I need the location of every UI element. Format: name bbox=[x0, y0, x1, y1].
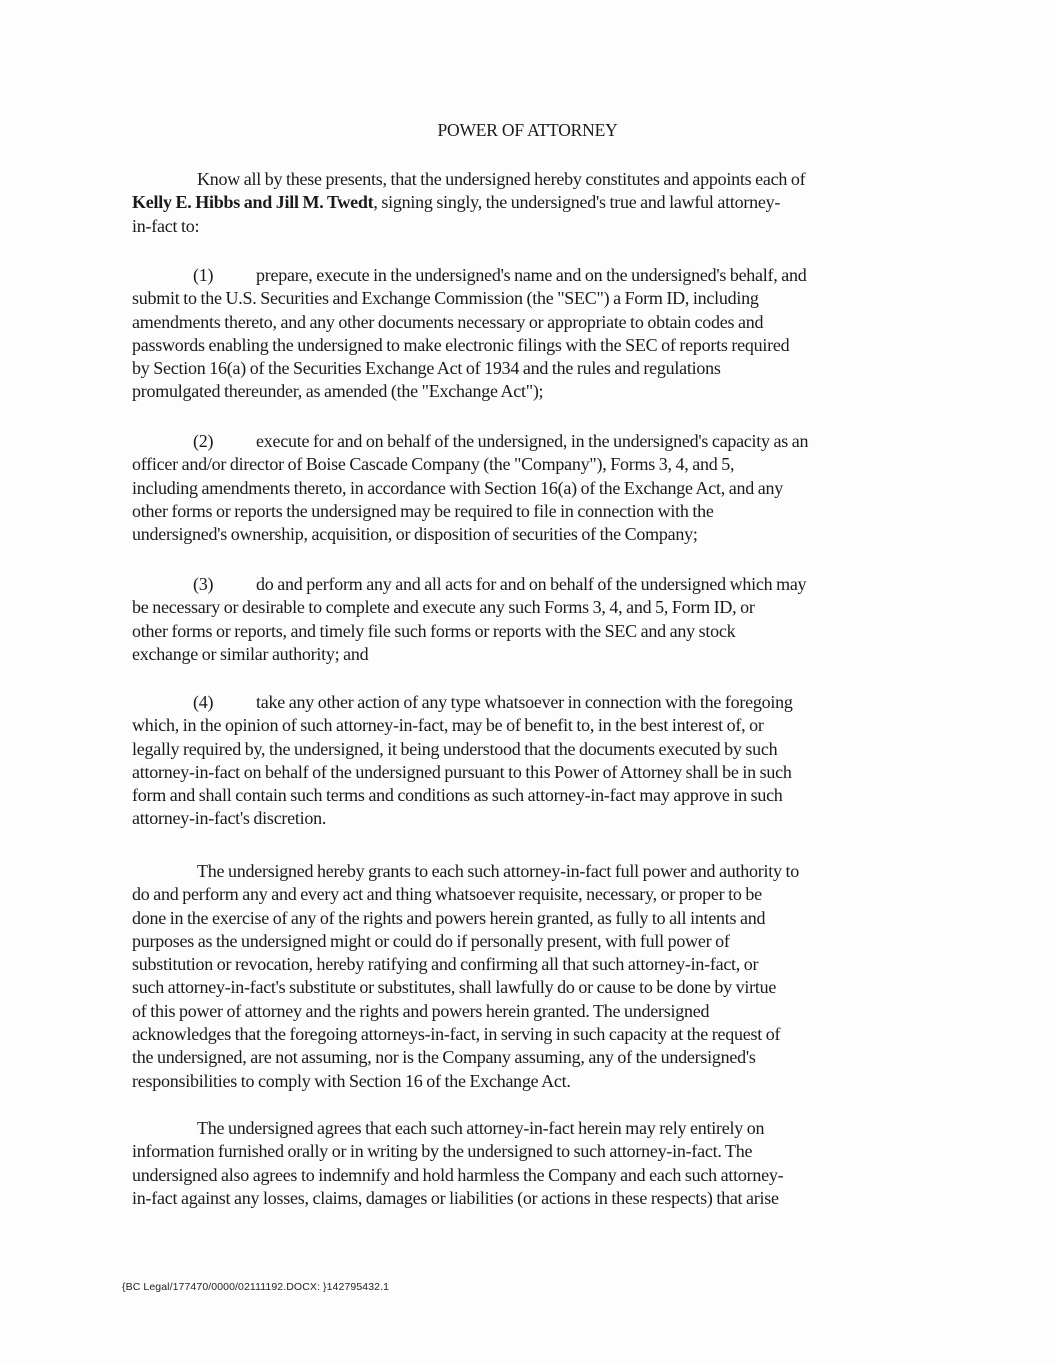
item-1-paragraph bbox=[132, 264, 932, 404]
item-line: legally required by, the undersigned, it being understood that the documents executed by such bbox=[132, 738, 778, 759]
item-text: do and perform any and all acts for and on behalf of the undersigned which may bbox=[256, 574, 807, 594]
paragraph-line: substitution or revocation, hereby ratifying and confirming all that such attorney-in-fact, or bbox=[132, 954, 759, 975]
item-line bbox=[132, 573, 932, 596]
item-line: submit to the U.S. Securities and Exchange Commission (the "SEC") a Form ID, including bbox=[132, 288, 759, 309]
item-line: officer and/or director of Boise Cascade Company (the "Company"), Forms 3, 4, and 5, bbox=[132, 454, 735, 475]
item-text: take any other action of any type whatsoever in connection with the foregoing bbox=[256, 692, 793, 712]
paragraph-line: done in the exercise of any of the rights and powers herein granted, as fully to all intents and bbox=[132, 907, 766, 928]
item-line bbox=[132, 264, 932, 287]
item-4-paragraph bbox=[132, 691, 932, 831]
paragraph-line: undersigned also agrees to indemnify and hold harmless the Company and each such attorney- bbox=[132, 1164, 784, 1185]
item-line bbox=[132, 430, 932, 453]
intro-line-rest: , signing singly, the undersigned's true and lawful attorney- bbox=[373, 192, 781, 213]
paragraph-line: The undersigned agrees that each such attorney-in-fact herein may rely entirely on bbox=[197, 1118, 765, 1138]
reliance-paragraph bbox=[132, 1117, 932, 1210]
attorney-names: Kelly E. Hibbs and Jill M. Twedt bbox=[132, 192, 374, 213]
paragraph-line: such attorney-in-fact's substitute or substitutes, shall lawfully do or cause to be done by virtue bbox=[132, 977, 777, 998]
paragraph-line: of this power of attorney and the rights and powers herein granted. The undersigned bbox=[132, 1000, 710, 1021]
intro-paragraph bbox=[132, 168, 932, 238]
intro-line bbox=[132, 191, 932, 214]
intro-line: in-fact to: bbox=[132, 215, 200, 236]
paragraph-line: The undersigned hereby grants to each such attorney-in-fact full power and authority to bbox=[197, 861, 800, 881]
item-number: (1) bbox=[193, 265, 214, 285]
paragraph-line: in-fact against any losses, claims, damages or liabilities (or actions in these respects) that arise bbox=[132, 1187, 779, 1208]
item-line: attorney-in-fact on behalf of the undersigned pursuant to this Power of Attorney shall be in such bbox=[132, 761, 792, 782]
grant-paragraph bbox=[132, 860, 932, 1093]
item-line: be necessary or desirable to complete and execute any such Forms 3, 4, and 5, Form ID, or bbox=[132, 597, 755, 618]
intro-line: Know all by these presents, that the undersigned hereby constitutes and appoints each of bbox=[197, 169, 806, 189]
paragraph-line: do and perform any and every act and thing whatsoever requisite, necessary, or proper to be bbox=[132, 884, 762, 905]
paragraph-line: the undersigned, are not assuming, nor is the Company assuming, any of the undersigned's bbox=[132, 1047, 756, 1068]
item-line: exchange or similar authority; and bbox=[132, 643, 369, 664]
item-line: other forms or reports the undersigned may be required to file in connection with the bbox=[132, 500, 714, 521]
item-number: (3) bbox=[193, 574, 214, 594]
paragraph-line: acknowledges that the foregoing attorneys-in-fact, in serving in such capacity at the request of bbox=[132, 1024, 781, 1045]
item-number: (4) bbox=[193, 692, 214, 712]
item-3-paragraph bbox=[132, 573, 932, 666]
item-2-paragraph bbox=[132, 430, 932, 546]
item-line: form and shall contain such terms and conditions as such attorney-in-fact may approve in such bbox=[132, 785, 783, 806]
item-text: execute for and on behalf of the undersigned, in the undersigned's capacity as an bbox=[256, 431, 809, 451]
item-line bbox=[132, 691, 932, 714]
item-line: other forms or reports, and timely file such forms or reports with the SEC and any stock bbox=[132, 620, 736, 641]
item-line: promulgated thereunder, as amended (the "Exchange Act"); bbox=[132, 381, 544, 402]
paragraph-line: purposes as the undersigned might or could do if personally present, with full power of bbox=[132, 930, 730, 951]
paragraph-line: information furnished orally or in writing by the undersigned to such attorney-in-fact. The bbox=[132, 1141, 753, 1162]
item-line: including amendments thereto, in accordance with Section 16(a) of the Exchange Act, and any bbox=[132, 477, 784, 498]
paragraph-line: responsibilities to comply with Section 16 of the Exchange Act. bbox=[132, 1070, 571, 1091]
document-footer-reference: {BC Legal/177470/0000/02111192.DOCX: }142795432.1 bbox=[122, 1281, 390, 1293]
document-title: POWER OF ATTORNEY bbox=[437, 120, 618, 140]
item-line: by Section 16(a) of the Securities Exchange Act of 1934 and the rules and regulations bbox=[132, 358, 721, 379]
item-line: amendments thereto, and any other documents necessary or appropriate to obtain codes and bbox=[132, 311, 764, 332]
item-line: passwords enabling the undersigned to make electronic filings with the SEC of reports required bbox=[132, 334, 790, 355]
item-line: undersigned's ownership, acquisition, or disposition of securities of the Company; bbox=[132, 524, 698, 545]
item-line: attorney-in-fact's discretion. bbox=[132, 808, 327, 829]
item-number: (2) bbox=[193, 431, 214, 451]
item-line: which, in the opinion of such attorney-in-fact, may be of benefit to, in the best interest of, or bbox=[132, 715, 764, 736]
item-text: prepare, execute in the undersigned's name and on the undersigned's behalf, and bbox=[256, 265, 807, 285]
